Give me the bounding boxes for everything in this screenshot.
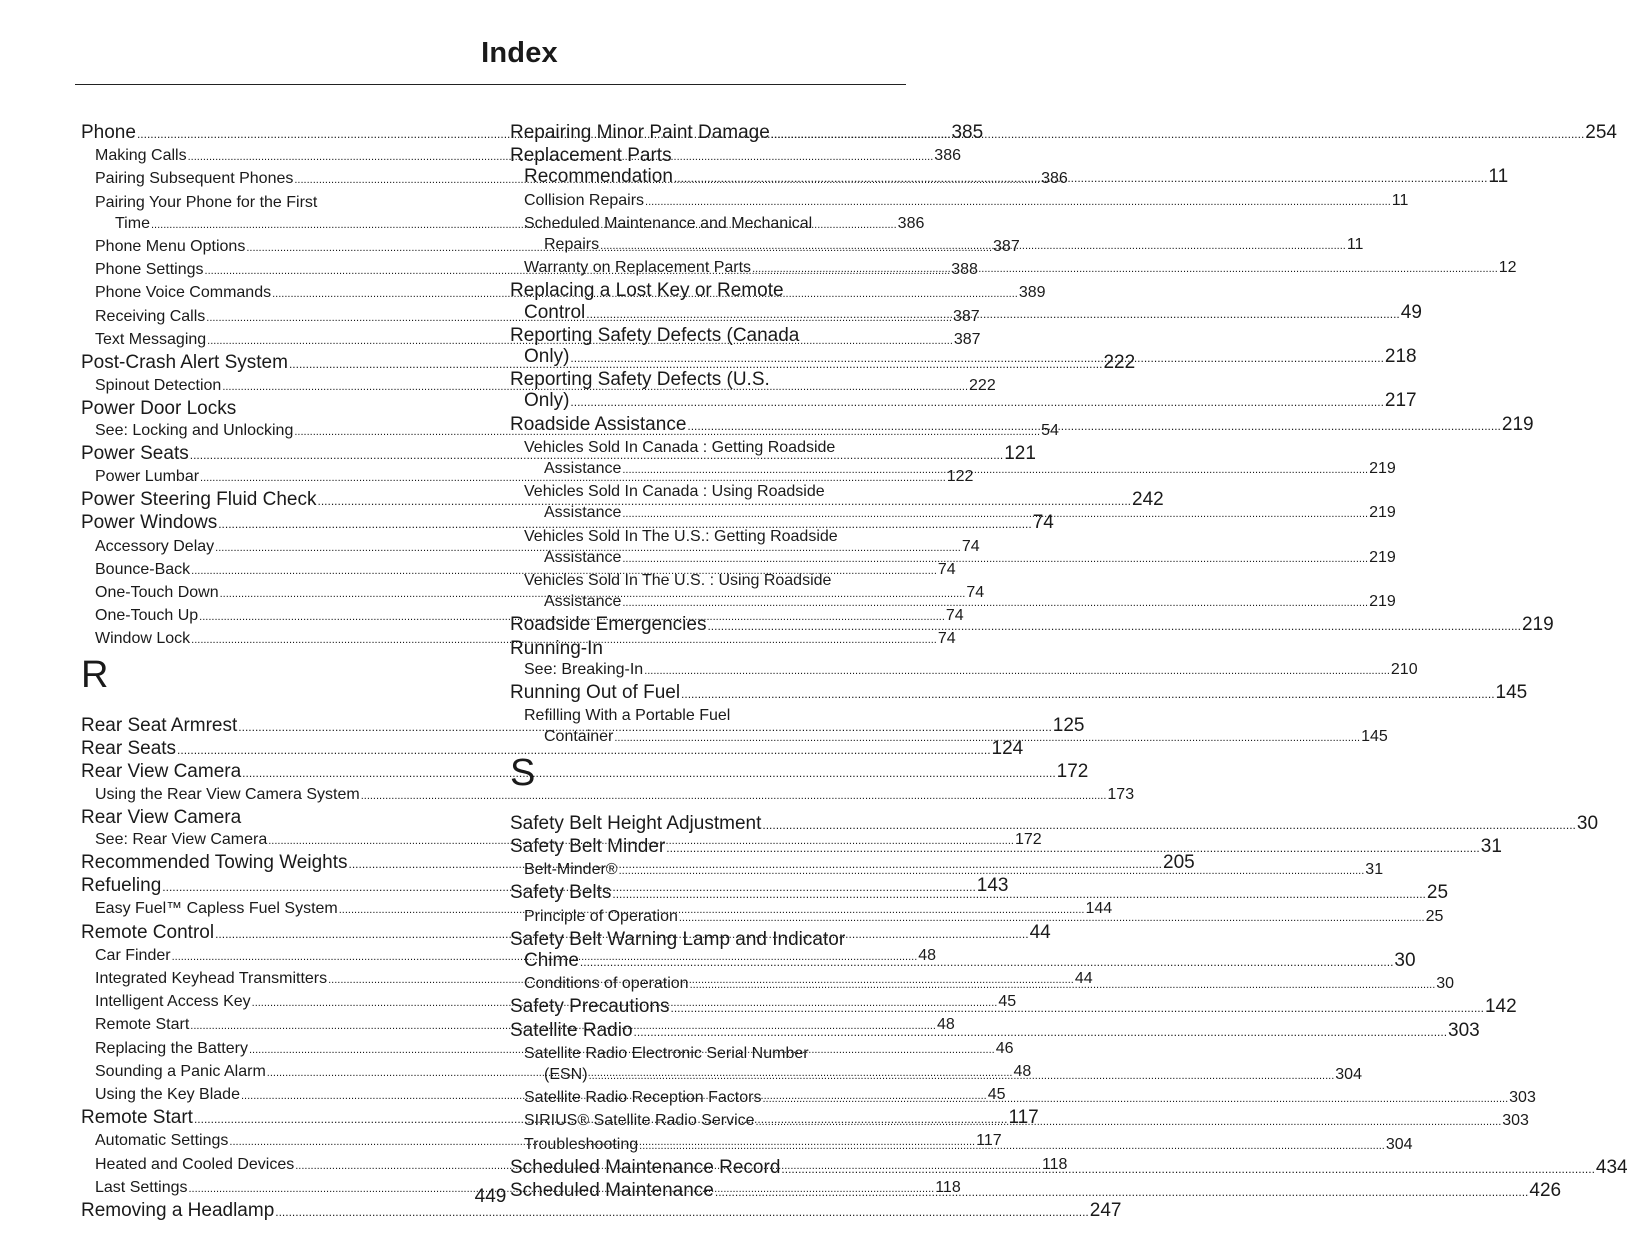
entry-page-number: 74 [937,560,956,578]
entry-label: Text Messaging [95,330,207,348]
dot-leader [600,236,1346,257]
dot-leader [580,952,1394,973]
entry-label: Repairing Minor Paint Damage [510,122,770,143]
entry-page-number: 48 [936,1016,955,1034]
dot-leader [687,416,1501,437]
entry-page-number: 219 [1369,504,1396,522]
entry-page-number: 74 [1032,512,1054,534]
page-number: 449 [474,1186,507,1207]
entry-page-number: 12 [1498,259,1517,277]
entry-page-number: 11 [1391,191,1409,209]
entry-page-number: 49 [1400,301,1422,323]
index-entry [81,398,470,419]
entry-page-number: 74 [945,607,964,625]
entry-label: Only) [524,390,570,412]
entry-label: One-Touch Down [95,584,219,602]
entry-label: Post-Crash Alert System [81,352,288,374]
entry-page-number: 44 [1074,969,1093,987]
entry-label: Safety Belt Height Adjustment [510,812,762,834]
entry-label: Satellite Radio Electronic Serial Number [524,1044,809,1062]
entry-label: Scheduled Maintenance Record [510,1156,781,1178]
index-subentry [510,705,899,726]
entry-page-number: 385 [951,122,984,143]
entry-page-number: 304 [1385,1135,1413,1153]
entry-label: Automatic Settings [95,1132,229,1150]
index-subentry [510,190,1409,213]
entry-page-number: 118 [1041,1155,1068,1173]
entry-label: Rear Seat Armrest [81,714,238,736]
entry-page-number: 11 [1488,166,1509,188]
entry-page-number: 219 [1521,614,1554,636]
dot-leader [622,504,1368,525]
dot-leader [762,1089,1508,1110]
entry-page-number: 25 [1426,882,1449,904]
entry-label: Vehicles Sold In The U.S. : Using Roadside [524,572,832,590]
entry-label: Refueling [81,875,162,897]
entry-label: Assistance [544,504,622,522]
index-entry [510,638,899,659]
dot-leader [666,838,1480,859]
index-subentry [510,659,1418,682]
entry-page-number: 144 [1085,900,1113,918]
entry-label: Power Steering Fluid Check [81,489,317,511]
dot-leader [570,348,1384,369]
entry-page-number: 222 [1103,352,1136,374]
index-entry [510,280,899,301]
dot-leader [681,684,1495,705]
index-subentry [510,526,899,547]
entry-page-number: 124 [991,737,1024,759]
entry-label: Safety Belts [510,882,612,904]
entry-label: Assistance [544,593,622,611]
entry-label: See: Locking and Unlocking [95,421,294,439]
dot-leader [634,1022,1448,1043]
entry-label: Vehicles Sold In The U.S.: Getting Roadside [524,527,838,545]
entry-page-number: 172 [1056,761,1089,783]
entry-page-number: 143 [976,875,1009,897]
entry-page-number: 210 [1390,660,1418,678]
entry-page-number: 117 [976,1132,1002,1150]
dot-leader [639,1136,1385,1157]
entry-page-number: 74 [961,537,980,555]
entry-page-number: 173 [1107,786,1135,804]
entry-label: Assistance [544,460,622,478]
entry-label: Phone Menu Options [95,238,246,256]
entry-page-number: 254 [1585,122,1617,143]
entry-label: Warranty on Replacement Parts [524,259,752,277]
entry-label: Rear View Camera [81,807,242,829]
entry-label: Power Seats [81,442,189,464]
index-subentry [510,213,899,234]
index-subentry [510,481,899,502]
dot-leader [781,1159,1595,1180]
index-entry [81,761,1089,784]
entry-label: Collision Repairs [524,191,645,209]
entry-label: Troubleshooting [524,1135,639,1153]
entry-label: Car Finder [95,946,171,964]
entry-page-number: 304 [1335,1065,1362,1083]
entry-page-number: 387 [952,307,980,325]
entry-label: Roadside Emergencies [510,614,707,636]
entry-page-number: 125 [1052,714,1085,736]
index-entry [510,390,1417,413]
entry-label: Heated and Cooled Devices [95,1155,295,1173]
entry-page-number: 242 [1132,489,1164,511]
entry-label: Rear View Camera [81,761,242,783]
entry-page-number: 217 [1384,390,1417,412]
entry-label: Refilling With a Portable Fuel [524,707,731,725]
entry-label: Scheduled Maintenance and Mechanical [524,214,813,232]
entry-label: Phone [81,122,136,143]
section-letter: R [81,653,109,696]
entry-label: Remote Control [81,921,215,943]
entry-page-number: 74 [937,630,956,648]
entry-label: Spinout Detection [95,377,222,395]
entry-page-number: 205 [1163,851,1195,873]
entry-label: Replacing a Lost Key or Remote [510,280,784,302]
entry-label: Running Out of Fuel [510,682,681,704]
entry-label: (ESN) [544,1065,588,1083]
dot-leader [589,1066,1335,1087]
index-entry [81,807,470,828]
dot-leader [586,304,1400,325]
entry-label: Integrated Keyhead Transmitters [95,969,328,987]
entry-label: Replacing the Battery [95,1039,248,1057]
entry-page-number: 219 [1369,548,1396,566]
entry-label: Only) [524,346,570,368]
entry-label: Intelligent Access Key [95,993,251,1011]
index-subentry [81,192,470,213]
entry-page-number: 118 [935,1178,961,1196]
entry-page-number: 172 [1014,830,1042,848]
entry-label: Principle of Operation [524,907,678,925]
entry-label: Assistance [544,548,622,566]
dot-leader [707,616,1521,637]
entry-label: Pairing Your Phone for the First [95,193,318,211]
index-entry [510,812,1599,836]
entry-label: Power Windows [81,512,218,534]
entry-label: Repairs [544,236,600,254]
entry-label: Accessory Delay [95,537,215,555]
entry-page-number: 303 [1509,1089,1536,1107]
entry-label: See: Rear View Camera [95,830,268,848]
dot-leader [614,728,1360,749]
dot-leader [690,975,1436,996]
dot-leader [644,661,1390,682]
entry-label: Phone Settings [95,261,204,279]
entry-label: Making Calls [95,147,187,165]
entry-label: Remote Start [95,1016,190,1034]
index-entry [510,145,899,166]
entry-label: Power Door Locks [81,398,237,420]
entry-page-number: 45 [987,1085,1006,1103]
entry-page-number: 45 [998,993,1017,1011]
title-divider [75,84,906,85]
dot-leader [570,392,1384,413]
entry-page-number: 122 [946,468,974,486]
index-entry [510,325,899,346]
dot-leader [622,460,1368,481]
entry-label: Reporting Safety Defects (U.S. [510,369,770,391]
entry-label: Pairing Subsequent Phones [95,170,294,188]
entry-label: Using the Rear View Camera System [95,786,360,804]
entry-label: Last Settings [95,1178,188,1196]
entry-label: Control [524,301,586,323]
index-entry [510,929,899,950]
entry-page-number: 386 [934,147,961,165]
entry-page-number: 142 [1484,996,1517,1018]
entry-page-number: 219 [1501,413,1534,435]
entry-page-number: 31 [1365,861,1384,879]
entry-page-number: 31 [1480,835,1502,857]
entry-page-number: 44 [1029,921,1051,943]
entry-label: Replacement Parts [510,145,672,167]
entry-page-number: 386 [897,214,925,232]
entry-label: See: Breaking-In [524,660,644,678]
dot-leader [674,168,1488,189]
entry-page-number: 434 [1595,1156,1628,1178]
dot-leader [612,884,1426,905]
entry-label: Using the Key Blade [95,1085,240,1103]
entry-page-number: 145 [1361,728,1388,746]
entry-page-number: 303 [1502,1112,1529,1130]
index-entry [510,369,899,390]
entry-label: Rear Seats [81,737,177,759]
entry-page-number: 25 [1425,907,1444,925]
entry-page-number: 386 [1041,170,1068,188]
index-subentry [510,570,899,591]
entry-page-number: 46 [995,1039,1014,1057]
entry-page-number: 222 [969,377,996,395]
entry-label: Recommendation [524,166,673,188]
entry-label: Bounce-Back [95,560,191,578]
entry-page-number: 247 [1089,1199,1122,1221]
entry-label: Running-In [510,637,603,659]
entry-label: Phone Voice Commands [95,284,272,302]
dot-leader [619,861,1365,882]
entry-page-number: 48 [1013,1062,1032,1080]
dot-leader [752,259,1498,280]
entry-label: Sounding a Panic Alarm [95,1062,266,1080]
entry-page-number: 426 [1529,1179,1562,1201]
dot-leader [756,1112,1502,1133]
entry-page-number: 388 [951,261,978,279]
section-letter: S [510,751,536,794]
entry-label: Chime [524,949,579,971]
entry-label: Receiving Calls [95,307,206,325]
dot-leader [622,549,1368,570]
entry-page-number: 145 [1495,682,1528,704]
entry-page-number: 30 [1576,812,1599,834]
entry-label: Power Lumbar [95,468,200,486]
dot-leader [679,908,1425,929]
entry-label: Conditions of operation [524,975,689,993]
entry-label: Safety Belt Warning Lamp and Indicator [510,928,846,950]
dot-leader [771,124,1585,145]
entry-label: Safety Precautions [510,996,670,1018]
entry-page-number: 219 [1369,593,1396,611]
entry-page-number: 117 [1008,1107,1039,1129]
entry-page-number: 30 [1436,975,1455,993]
index-entry [510,682,1528,705]
entry-label: Removing a Headlamp [81,1199,275,1221]
entry-label: Container [544,728,614,746]
entry-label: Scheduled Maintenance [510,1179,714,1201]
entry-label: Belt-Minder® [524,861,618,879]
entry-label: Vehicles Sold In Canada : Using Roadside [524,483,825,501]
entry-label: Satellite Radio Reception Factors [524,1089,762,1107]
entry-label: Window Lock [95,630,191,648]
dot-leader [622,593,1368,614]
entry-page-number: 389 [1018,284,1046,302]
entry-label: Satellite Radio [510,1019,633,1041]
entry-page-number: 30 [1394,949,1416,971]
entry-label: Remote Start [81,1107,193,1129]
entry-label: Reporting Safety Defects (Canada [510,324,800,346]
entry-page-number: 387 [953,330,981,348]
index-subentry [510,437,899,458]
entry-page-number: 387 [993,238,1020,256]
index-subentry [81,784,1135,807]
entry-label: SIRIUS® Satellite Radio Service [524,1112,755,1130]
entry-label: One-Touch Up [95,607,199,625]
entry-label: Easy Fuel™ Capless Fuel System [95,900,338,918]
page-title: Index [481,37,558,69]
entry-page-number: 121 [1004,442,1036,464]
index-subentry [510,1043,899,1064]
entry-label: Vehicles Sold In Canada : Getting Roadside [524,438,836,456]
entry-page-number: 218 [1384,346,1417,368]
entry-page-number: 303 [1448,1019,1480,1041]
entry-label: Recommended Towing Weights [81,851,348,873]
entry-label: Safety Belt Minder [510,835,666,857]
entry-label: Time [115,214,150,232]
dot-leader [645,192,1391,213]
entry-label: Roadside Assistance [510,413,687,435]
entry-page-number: 48 [918,946,937,964]
entry-page-number: 74 [966,584,985,602]
dot-leader [670,998,1484,1019]
entry-page-number: 54 [1041,421,1059,439]
entry-page-number: 219 [1369,460,1396,478]
dot-leader [762,815,1576,836]
entry-page-number: 11 [1346,236,1364,254]
